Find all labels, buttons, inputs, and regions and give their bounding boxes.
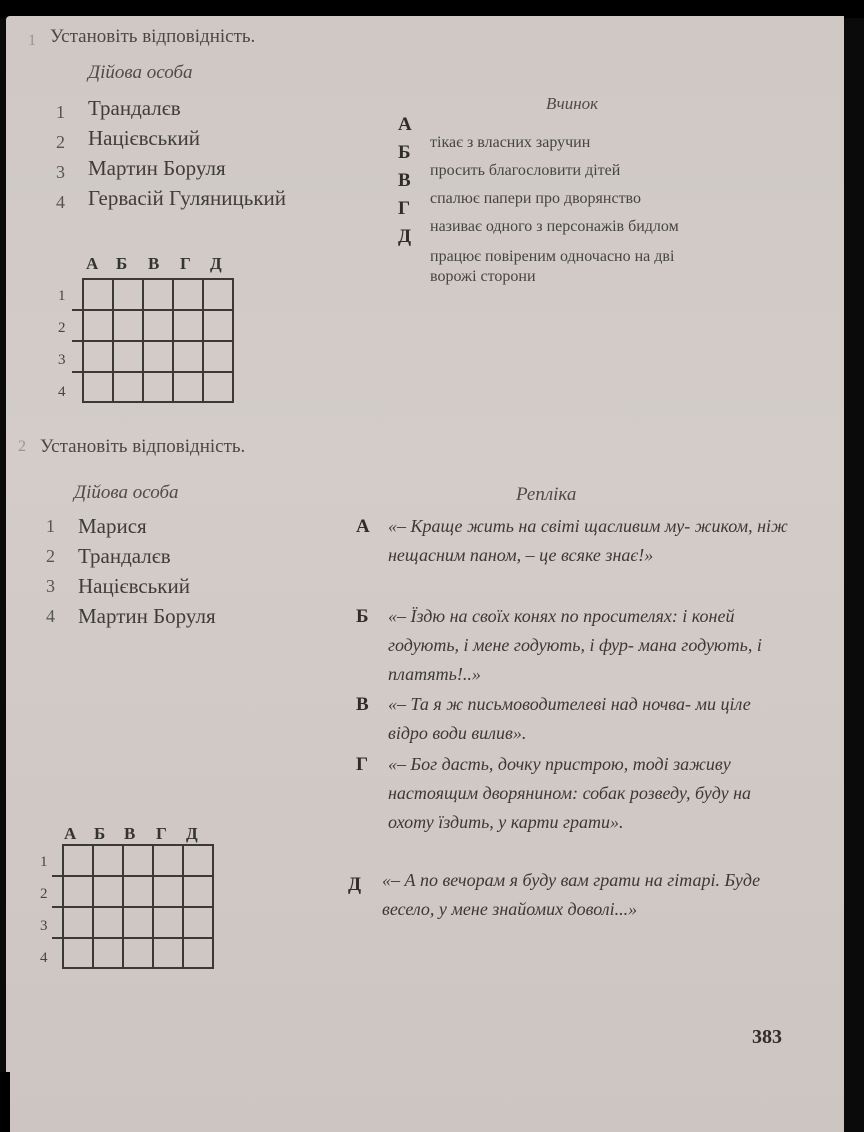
option-letter: Д (348, 874, 362, 895)
grid-column-label: Г (180, 254, 191, 273)
answer-cell[interactable] (113, 279, 143, 310)
answer-cell[interactable] (123, 845, 153, 876)
option-text: «– А по вечорам я буду вам грати на гітарі. Буде весело, у мене знайомих доволі...» (382, 870, 761, 919)
answer-cell[interactable] (123, 938, 153, 968)
answer-cell[interactable] (173, 279, 203, 310)
list-item: Націєвський (78, 574, 190, 598)
option-letter: А (356, 516, 370, 537)
grid-column-label: Д (210, 254, 222, 273)
list-item: Мартин Боруля (78, 604, 216, 628)
answer-cell[interactable] (203, 279, 233, 310)
answer-cell[interactable] (173, 341, 203, 372)
answer-cell[interactable] (113, 372, 143, 402)
grid-column-label: В (148, 254, 160, 273)
list-item-number: 2 (46, 546, 55, 566)
answer-grid-table (72, 278, 234, 403)
list-item-number: 2 (56, 132, 65, 152)
answer-cell[interactable] (93, 876, 123, 907)
answer-cell[interactable] (183, 907, 213, 938)
task1-column-characters: Дійова особа (88, 62, 193, 83)
list-item: Трандалєв (88, 96, 181, 120)
grid-row-label: 2 (40, 886, 48, 902)
answer-cell[interactable] (63, 876, 93, 907)
answer-cell[interactable] (153, 938, 183, 968)
option-text: спалює папери про дворянство (430, 190, 641, 207)
answer-cell[interactable] (113, 341, 143, 372)
answer-cell[interactable] (203, 372, 233, 402)
answer-cell[interactable] (203, 310, 233, 341)
option-text: «– Бог дасть, дочку пристрою, тоді заживу настоящим дворянином: собак розведу, буду на охоту їздить, у карти грати». (388, 754, 752, 832)
answer-cell[interactable] (153, 876, 183, 907)
option-letter: В (356, 694, 369, 715)
task1-title: Установіть відповідність. (50, 26, 256, 47)
grid-row-label: 1 (40, 854, 48, 870)
list-item: Гервасій Гуляницький (88, 186, 286, 210)
answer-cell[interactable] (143, 279, 173, 310)
option-text: тікає з власних заручин (430, 134, 591, 151)
grid-column-label: А (86, 254, 99, 273)
list-item-number: 4 (56, 192, 65, 212)
answer-cell[interactable] (183, 845, 213, 876)
answer-cell[interactable] (173, 310, 203, 341)
answer-cell[interactable] (153, 845, 183, 876)
answer-cell[interactable] (153, 907, 183, 938)
list-item: Марися (78, 514, 147, 538)
list-item-number: 3 (46, 576, 55, 596)
option-text: «– Краще жить на світі щасливим му- жиком, ніж нещасним паном, – це всяке знає!» (388, 516, 788, 565)
option-letter: Б (356, 606, 369, 627)
answer-cell[interactable] (83, 341, 113, 372)
option-letter: В (398, 170, 411, 191)
list-item: Мартин Боруля (88, 156, 226, 180)
answer-cell[interactable] (143, 341, 173, 372)
answer-cell[interactable] (183, 876, 213, 907)
grid-row-label: 1 (58, 288, 66, 304)
list-item-number: 1 (46, 516, 55, 536)
answer-cell[interactable] (143, 372, 173, 402)
option-text: називає одного з персонажів бидлом (430, 218, 679, 235)
option-letter: Д (398, 226, 412, 247)
task2-number: 2 (18, 438, 26, 455)
answer-cell[interactable] (93, 845, 123, 876)
answer-cell[interactable] (83, 279, 113, 310)
answer-cell[interactable] (83, 310, 113, 341)
option-text-continued: ворожі сторони (430, 268, 536, 285)
list-item-number: 3 (56, 162, 65, 182)
task1-number: 1 (28, 32, 36, 49)
grid-row-label: 4 (58, 384, 66, 400)
answer-cell[interactable] (63, 845, 93, 876)
list-item: Трандалєв (78, 544, 171, 568)
answer-cell[interactable] (113, 310, 143, 341)
grid-column-label: Б (94, 824, 106, 843)
option-letter: Г (398, 198, 411, 219)
grid-column-label: А (64, 824, 77, 843)
grid-column-label: Д (186, 824, 198, 843)
task2-column-replicas: Репліка (516, 484, 577, 505)
answer-cell[interactable] (183, 938, 213, 968)
answer-cell[interactable] (83, 372, 113, 402)
option-text: «– Та я ж письмоводителеві над ночва- ми ціле відро води вилив». (388, 694, 751, 743)
option-letter: А (398, 114, 412, 135)
task2-column-characters: Дійова особа (74, 482, 179, 503)
book-page (6, 16, 844, 1132)
answer-cell[interactable] (203, 341, 233, 372)
list-item: Націєвський (88, 126, 200, 150)
grid-column-label: В (124, 824, 136, 843)
option-text: працює повіреним одночасно на дві (430, 248, 675, 265)
grid-row-label: 3 (58, 352, 66, 368)
answer-grid-table (52, 844, 214, 969)
answer-cell[interactable] (143, 310, 173, 341)
list-item-number: 4 (46, 606, 55, 626)
option-letter: Г (356, 754, 369, 775)
task2-title: Установіть відповідність. (40, 436, 246, 457)
option-text: просить благословити дітей (430, 162, 621, 179)
grid-column-label: Б (116, 254, 128, 273)
option-letter: Б (398, 142, 411, 163)
answer-cell[interactable] (63, 907, 93, 938)
answer-cell[interactable] (173, 372, 203, 402)
grid-column-label: Г (156, 824, 167, 843)
grid-row-label: 3 (40, 918, 48, 934)
task1-column-actions: Вчинок (546, 94, 599, 113)
page-number: 383 (752, 1026, 782, 1048)
list-item-number: 1 (56, 102, 65, 122)
bottom-left-shadow (0, 1072, 10, 1132)
answer-cell[interactable] (123, 876, 153, 907)
answer-cell[interactable] (123, 907, 153, 938)
answer-cell[interactable] (63, 938, 93, 968)
grid-row-label: 2 (58, 320, 66, 336)
grid-row-label: 4 (40, 950, 48, 966)
answer-cell[interactable] (93, 907, 123, 938)
option-text: «– Їздю на своїх конях по просителях: і коней годують, і мене годують, і фур- мана годують, і платять!..» (388, 606, 762, 684)
answer-cell[interactable] (93, 938, 123, 968)
